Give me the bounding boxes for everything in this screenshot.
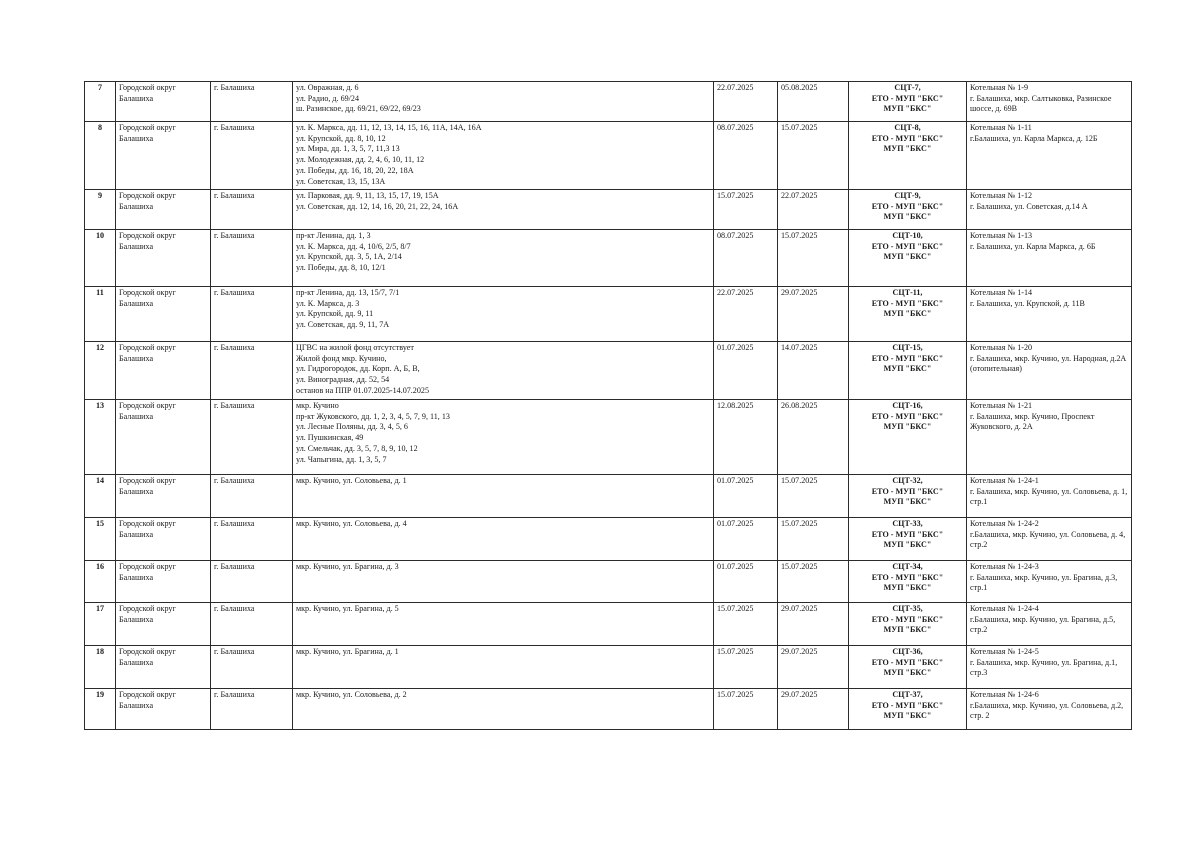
district-cell-line: Балашиха <box>119 241 154 251</box>
table-row <box>85 400 1132 475</box>
addresses-cell <box>293 82 714 122</box>
boiler-house-cell <box>967 342 1132 400</box>
city-cell-line: г. Балашиха <box>214 690 255 699</box>
table-row <box>85 287 1132 342</box>
end-date-cell <box>778 82 849 122</box>
table-row <box>85 82 1132 122</box>
end-date-cell <box>778 603 849 646</box>
organization-cell-line: СЦТ-9, <box>894 191 921 200</box>
organization-cell-line: МУП "БКС" <box>883 309 932 319</box>
district-cell <box>116 400 211 475</box>
organization-cell-line: МУП "БКС" <box>883 422 932 432</box>
organization-cell-line: МУП "БКС" <box>883 104 932 114</box>
end-date-cell-line: 26.08.2025 <box>781 401 818 410</box>
addresses-cell-line: Жилой фонд мкр. Кучино, <box>296 353 387 363</box>
organization-cell-line: МУП "БКС" <box>883 668 932 678</box>
table-row <box>85 230 1132 287</box>
organization-cell-line: ЕТО - МУП "БКС" <box>871 486 944 496</box>
boiler-house-cell-line: Котельная № 1-11 <box>970 123 1032 132</box>
organization-cell-line: СЦТ-8, <box>894 123 921 132</box>
boiler-house-cell-line: г. Балашиха, мкр. Кучино, ул. Соловьева, д. 1, стр.1 <box>970 486 1128 507</box>
district-cell-line: Балашиха <box>119 700 154 710</box>
boiler-house-cell-line: г.Балашиха, мкр. Кучино, ул. Брагина, д.5, стр.2 <box>970 614 1116 635</box>
city-cell <box>211 190 293 230</box>
addresses-cell <box>293 518 714 561</box>
district-cell <box>116 646 211 689</box>
addresses-cell <box>293 400 714 475</box>
city-cell <box>211 518 293 561</box>
organization-cell-line: СЦТ-33, <box>892 519 923 528</box>
end-date-cell <box>778 475 849 518</box>
city-cell-line: г. Балашиха <box>214 604 255 613</box>
start-date-cell-line: 15.07.2025 <box>717 604 754 613</box>
end-date-cell-line: 29.07.2025 <box>781 647 818 656</box>
end-date-cell-line: 15.07.2025 <box>781 476 818 485</box>
start-date-cell-line: 22.07.2025 <box>717 288 754 297</box>
addresses-cell-line: ул. Овражная, д. 6 <box>296 83 359 92</box>
start-date-cell-line: 12.08.2025 <box>717 401 754 410</box>
city-cell-line: г. Балашиха <box>214 191 255 200</box>
end-date-cell <box>778 190 849 230</box>
start-date-cell <box>714 230 778 287</box>
outage-schedule-table <box>84 81 1132 730</box>
boiler-house-cell <box>967 230 1132 287</box>
city-cell <box>211 122 293 190</box>
end-date-cell <box>778 689 849 730</box>
district-cell-line: Балашиха <box>119 657 154 667</box>
start-date-cell <box>714 561 778 603</box>
organization-cell-line: ЕТО - МУП "БКС" <box>871 700 944 710</box>
boiler-house-cell-line: г. Балашиха, мкр. Салтыковка, Разинское шоссе, д. 69В <box>970 93 1112 114</box>
boiler-house-cell <box>967 603 1132 646</box>
addresses-cell-line: пр-кт Жуковского, дд. 1, 2, 3, 4, 5, 7, 9, 11, 13 <box>296 411 450 421</box>
row-number <box>85 122 116 190</box>
boiler-house-cell-line: г. Балашиха, ул. Карла Маркса, д. 6Б <box>970 241 1096 251</box>
district-cell <box>116 122 211 190</box>
start-date-cell <box>714 122 778 190</box>
district-cell-line: Городской округ <box>119 604 176 613</box>
organization-cell-line: ЕТО - МУП "БКС" <box>871 201 944 211</box>
addresses-cell-line: ул. Радио, д. 69/24 <box>296 93 360 103</box>
organization-cell-line: СЦТ-36, <box>892 647 923 656</box>
boiler-house-cell-line: г. Балашиха, мкр. Кучино, ул. Народная, д.2А (отопительная) <box>970 353 1127 374</box>
addresses-cell-line: ул. Лесные Поляны, дд. 3, 4, 5, 6 <box>296 422 408 432</box>
row-number-line: 13 <box>95 401 105 410</box>
row-number-line: 18 <box>95 647 105 656</box>
row-number <box>85 646 116 689</box>
boiler-house-cell-line: Котельная № 1-20 <box>970 343 1033 352</box>
end-date-cell <box>778 518 849 561</box>
district-cell-line: Балашиха <box>119 93 154 103</box>
boiler-house-cell <box>967 689 1132 730</box>
organization-cell <box>849 689 967 730</box>
addresses-cell <box>293 689 714 730</box>
addresses-cell-line: пр-кт Ленина, дд. 13, 15/7, 7/1 <box>296 288 400 297</box>
start-date-cell <box>714 287 778 342</box>
addresses-cell-line: ул. К. Маркса, д. 3 <box>296 298 360 308</box>
end-date-cell <box>778 646 849 689</box>
boiler-house-cell <box>967 561 1132 603</box>
boiler-house-cell-line: Котельная № 1-12 <box>970 191 1033 200</box>
row-number-line: 16 <box>95 562 105 571</box>
end-date-cell <box>778 400 849 475</box>
start-date-cell-line: 15.07.2025 <box>717 647 754 656</box>
row-number <box>85 190 116 230</box>
addresses-cell <box>293 646 714 689</box>
city-cell-line: г. Балашиха <box>214 562 255 571</box>
end-date-cell-line: 29.07.2025 <box>781 604 818 613</box>
organization-cell-line: ЕТО - МУП "БКС" <box>871 529 944 539</box>
boiler-house-cell-line: г. Балашиха, мкр. Кучино, ул. Брагина, д.1, стр.3 <box>970 657 1118 678</box>
addresses-cell-line: ул. Крупской, дд. 9, 11 <box>296 309 374 319</box>
row-number-line: 17 <box>95 604 105 613</box>
city-cell <box>211 342 293 400</box>
district-cell-line: Балашиха <box>119 529 154 539</box>
district-cell <box>116 518 211 561</box>
table-row <box>85 603 1132 646</box>
start-date-cell-line: 15.07.2025 <box>717 191 754 200</box>
end-date-cell <box>778 561 849 603</box>
end-date-cell-line: 15.07.2025 <box>781 519 818 528</box>
district-cell <box>116 603 211 646</box>
table-row <box>85 190 1132 230</box>
city-cell <box>211 230 293 287</box>
city-cell-line: г. Балашиха <box>214 401 255 410</box>
addresses-cell-line: мкр. Кучино, ул. Брагина, д. 5 <box>296 604 399 613</box>
organization-cell-line: ЕТО - МУП "БКС" <box>871 411 944 421</box>
district-cell-line: Городской округ <box>119 519 176 528</box>
district-cell-line: Городской округ <box>119 476 176 485</box>
table-body <box>85 82 1132 730</box>
organization-cell <box>849 122 967 190</box>
addresses-cell <box>293 122 714 190</box>
city-cell <box>211 475 293 518</box>
boiler-house-cell-line: Котельная № 1-24-2 <box>970 519 1039 528</box>
addresses-cell-line: ул. К. Маркса, дд. 11, 12, 13, 14, 15, 16, 11А, 14А, 16А <box>296 123 482 132</box>
start-date-cell <box>714 82 778 122</box>
organization-cell-line: ЕТО - МУП "БКС" <box>871 657 944 667</box>
start-date-cell-line: 01.07.2025 <box>717 562 754 571</box>
addresses-cell-line: ЦГВС на жилой фонд отсутствует <box>296 343 414 352</box>
table-row <box>85 342 1132 400</box>
addresses-cell-line: ул. Советская, дд. 9, 11, 7А <box>296 320 390 330</box>
city-cell-line: г. Балашиха <box>214 647 255 656</box>
organization-cell-line: МУП "БКС" <box>883 497 932 507</box>
city-cell <box>211 646 293 689</box>
row-number-line: 11 <box>96 288 104 297</box>
start-date-cell-line: 15.07.2025 <box>717 690 754 699</box>
district-cell-line: Балашиха <box>119 201 154 211</box>
city-cell-line: г. Балашиха <box>214 83 255 92</box>
addresses-cell-line: ул. Парковая, дд. 9, 11, 13, 15, 17, 19, 15А <box>296 191 439 200</box>
boiler-house-cell-line: г. Балашиха, ул. Советская, д.14 А <box>970 201 1088 211</box>
district-cell <box>116 689 211 730</box>
organization-cell-line: СЦТ-35, <box>892 604 923 613</box>
organization-cell <box>849 646 967 689</box>
district-cell-line: Балашиха <box>119 614 154 624</box>
addresses-cell-line: ул. Молодежная, дд. 2, 4, 6, 10, 11, 12 <box>296 155 425 165</box>
city-cell-line: г. Балашиха <box>214 519 255 528</box>
boiler-house-cell-line: г.Балашиха, мкр. Кучино, ул. Соловьева, д.2, стр. 2 <box>970 700 1124 721</box>
city-cell <box>211 82 293 122</box>
boiler-house-cell <box>967 82 1132 122</box>
city-cell <box>211 287 293 342</box>
organization-cell-line: ЕТО - МУП "БКС" <box>871 298 944 308</box>
addresses-cell-line: мкр. Кучино, ул. Соловьева, д. 2 <box>296 690 407 699</box>
row-number-line: 8 <box>97 123 103 132</box>
addresses-cell-line: мкр. Кучино, ул. Соловьева, д. 1 <box>296 476 407 485</box>
addresses-cell <box>293 230 714 287</box>
organization-cell-line: СЦТ-15, <box>892 343 923 352</box>
addresses-cell-line: ул. Пушкинская, 49 <box>296 433 364 443</box>
organization-cell-line: СЦТ-10, <box>892 231 923 240</box>
boiler-house-cell-line: г. Балашиха, мкр. Кучино, Проспект Жуковского, д. 2А <box>970 411 1095 432</box>
district-cell-line: Городской округ <box>119 191 176 200</box>
organization-cell-line: МУП "БКС" <box>883 711 932 721</box>
organization-cell-line: СЦТ-16, <box>892 401 923 410</box>
organization-cell-line: ЕТО - МУП "БКС" <box>871 133 944 143</box>
addresses-cell-line: ул. Крупской, дд. 3, 5, 1А, 2/14 <box>296 252 402 262</box>
district-cell-line: Городской округ <box>119 401 176 410</box>
boiler-house-cell-line: Котельная № 1-21 <box>970 401 1033 410</box>
organization-cell-line: СЦТ-32, <box>892 476 923 485</box>
organization-cell-line: МУП "БКС" <box>883 252 932 262</box>
addresses-cell <box>293 475 714 518</box>
end-date-cell <box>778 287 849 342</box>
city-cell <box>211 689 293 730</box>
city-cell-line: г. Балашиха <box>214 476 255 485</box>
district-cell-line: Балашиха <box>119 572 154 582</box>
addresses-cell-line: мкр. Кучино <box>296 401 339 410</box>
boiler-house-cell-line: Котельная № 1-13 <box>970 231 1033 240</box>
district-cell-line: Городской округ <box>119 343 176 352</box>
district-cell <box>116 230 211 287</box>
start-date-cell-line: 08.07.2025 <box>717 231 754 240</box>
table-row <box>85 646 1132 689</box>
district-cell-line: Балашиха <box>119 411 154 421</box>
end-date-cell <box>778 230 849 287</box>
district-cell-line: Городской округ <box>119 690 176 699</box>
district-cell <box>116 342 211 400</box>
addresses-cell-line: ул. Советская, 13, 15, 13А <box>296 176 386 186</box>
organization-cell <box>849 190 967 230</box>
start-date-cell <box>714 689 778 730</box>
table-row <box>85 689 1132 730</box>
row-number-line: 9 <box>97 191 103 200</box>
table-row <box>85 561 1132 603</box>
city-cell <box>211 400 293 475</box>
organization-cell-line: МУП "БКС" <box>883 364 932 374</box>
organization-cell-line: ЕТО - МУП "БКС" <box>871 93 944 103</box>
addresses-cell-line: ул. Мира, дд. 1, 3, 5, 7, 11,3 13 <box>296 144 400 154</box>
city-cell-line: г. Балашиха <box>214 231 255 240</box>
row-number <box>85 561 116 603</box>
start-date-cell <box>714 342 778 400</box>
organization-cell <box>849 400 967 475</box>
district-cell-line: Городской округ <box>119 647 176 656</box>
district-cell-line: Балашиха <box>119 133 154 143</box>
row-number-line: 10 <box>95 231 105 240</box>
addresses-cell-line: ул. Гидрогородок, дд. Корп. А, Б, В, <box>296 364 420 374</box>
district-cell-line: Балашиха <box>119 353 154 363</box>
start-date-cell <box>714 518 778 561</box>
row-number <box>85 400 116 475</box>
organization-cell-line: ЕТО - МУП "БКС" <box>871 353 944 363</box>
addresses-cell-line: ул. Виноградная, дд. 52, 54 <box>296 375 390 385</box>
district-cell-line: Городской округ <box>119 123 176 132</box>
addresses-cell-line: ул. Чапыгина, дд. 1, 3, 5, 7 <box>296 454 387 464</box>
boiler-house-cell <box>967 475 1132 518</box>
addresses-cell <box>293 342 714 400</box>
end-date-cell-line: 22.07.2025 <box>781 191 818 200</box>
organization-cell <box>849 475 967 518</box>
district-cell <box>116 561 211 603</box>
city-cell-line: г. Балашиха <box>214 123 255 132</box>
end-date-cell-line: 14.07.2025 <box>781 343 818 352</box>
row-number <box>85 689 116 730</box>
addresses-cell <box>293 190 714 230</box>
boiler-house-cell-line: г. Балашиха, ул. Крупской, д. 11В <box>970 298 1085 308</box>
district-cell <box>116 287 211 342</box>
row-number-line: 7 <box>97 83 103 92</box>
table-row <box>85 122 1132 190</box>
organization-cell-line: ЕТО - МУП "БКС" <box>871 614 944 624</box>
addresses-cell-line: ул. Крупской, дд. 8, 10, 12 <box>296 133 386 143</box>
boiler-house-cell <box>967 287 1132 342</box>
addresses-cell-line: ш. Разинское, дд. 69/21, 69/22, 69/23 <box>296 104 421 114</box>
organization-cell-line: СЦТ-11, <box>892 288 923 297</box>
organization-cell-line: СЦТ-7, <box>894 83 921 92</box>
start-date-cell <box>714 475 778 518</box>
start-date-cell-line: 01.07.2025 <box>717 343 754 352</box>
row-number-line: 19 <box>95 690 105 699</box>
addresses-cell-line: пр-кт Ленина, дд. 1, 3 <box>296 231 371 240</box>
start-date-cell <box>714 400 778 475</box>
organization-cell-line: МУП "БКС" <box>883 144 932 154</box>
end-date-cell-line: 29.07.2025 <box>781 690 818 699</box>
addresses-cell-line: ул. Победы, дд. 16, 18, 20, 22, 18А <box>296 165 414 175</box>
city-cell <box>211 603 293 646</box>
city-cell <box>211 561 293 603</box>
boiler-house-cell-line: Котельная № 1-14 <box>970 288 1033 297</box>
start-date-cell <box>714 646 778 689</box>
organization-cell-line: МУП "БКС" <box>883 212 932 222</box>
boiler-house-cell <box>967 518 1132 561</box>
end-date-cell <box>778 342 849 400</box>
organization-cell-line: ЕТО - МУП "БКС" <box>871 241 944 251</box>
city-cell-line: г. Балашиха <box>214 343 255 352</box>
end-date-cell-line: 15.07.2025 <box>781 231 818 240</box>
row-number <box>85 287 116 342</box>
addresses-cell-line: ул. Советская, дд. 12, 14, 16, 20, 21, 22, 24, 16А <box>296 201 459 211</box>
boiler-house-cell <box>967 400 1132 475</box>
district-cell <box>116 475 211 518</box>
addresses-cell-line: останов на ППР 01.07.2025-14.07.2025 <box>296 385 429 395</box>
boiler-house-cell <box>967 122 1132 190</box>
row-number <box>85 342 116 400</box>
addresses-cell-line: ул. Победы, дд. 8, 10, 12/1 <box>296 263 386 273</box>
organization-cell <box>849 82 967 122</box>
row-number <box>85 82 116 122</box>
boiler-house-cell <box>967 646 1132 689</box>
addresses-cell-line: ул. К. Маркса, дд. 4, 10/6, 2/5, 8/7 <box>296 241 411 251</box>
boiler-house-cell-line: Котельная № 1-24-3 <box>970 562 1039 571</box>
district-cell-line: Городской округ <box>119 83 176 92</box>
end-date-cell-line: 29.07.2025 <box>781 288 818 297</box>
start-date-cell-line: 22.07.2025 <box>717 83 754 92</box>
addresses-cell-line: мкр. Кучино, ул. Брагина, д. 3 <box>296 562 399 571</box>
row-number <box>85 230 116 287</box>
row-number-line: 15 <box>95 519 105 528</box>
addresses-cell <box>293 603 714 646</box>
boiler-house-cell <box>967 190 1132 230</box>
boiler-house-cell-line: г. Балашиха, мкр. Кучино, ул. Брагина, д.3, стр.1 <box>970 572 1118 593</box>
row-number <box>85 518 116 561</box>
start-date-cell <box>714 190 778 230</box>
start-date-cell-line: 08.07.2025 <box>717 123 754 132</box>
boiler-house-cell-line: Котельная № 1-9 <box>970 83 1028 92</box>
addresses-cell <box>293 561 714 603</box>
organization-cell <box>849 561 967 603</box>
district-cell-line: Городской округ <box>119 231 176 240</box>
organization-cell <box>849 603 967 646</box>
district-cell-line: Городской округ <box>119 288 176 297</box>
boiler-house-cell-line: Котельная № 1-24-1 <box>970 476 1039 485</box>
boiler-house-cell-line: г.Балашиха, мкр. Кучино, ул. Соловьева, д. 4, стр.2 <box>970 529 1126 550</box>
organization-cell <box>849 342 967 400</box>
boiler-house-cell-line: г.Балашиха, ул. Карла Маркса, д. 12Б <box>970 133 1098 143</box>
organization-cell-line: СЦТ-37, <box>892 690 923 699</box>
addresses-cell <box>293 287 714 342</box>
addresses-cell-line: ул. Смельчак, дд. 3, 5, 7, 8, 9, 10, 12 <box>296 443 418 453</box>
end-date-cell-line: 15.07.2025 <box>781 562 818 571</box>
row-number-line: 12 <box>95 343 105 352</box>
city-cell-line: г. Балашиха <box>214 288 255 297</box>
boiler-house-cell-line: Котельная № 1-24-6 <box>970 690 1039 699</box>
table-row <box>85 475 1132 518</box>
addresses-cell-line: мкр. Кучино, ул. Соловьева, д. 4 <box>296 519 407 528</box>
end-date-cell-line: 15.07.2025 <box>781 123 818 132</box>
organization-cell-line: ЕТО - МУП "БКС" <box>871 572 944 582</box>
end-date-cell <box>778 122 849 190</box>
district-cell-line: Балашиха <box>119 486 154 496</box>
organization-cell-line: МУП "БКС" <box>883 583 932 593</box>
organization-cell-line: МУП "БКС" <box>883 625 932 635</box>
start-date-cell-line: 01.07.2025 <box>717 476 754 485</box>
organization-cell <box>849 287 967 342</box>
district-cell-line: Балашиха <box>119 298 154 308</box>
row-number <box>85 603 116 646</box>
end-date-cell-line: 05.08.2025 <box>781 83 818 92</box>
district-cell <box>116 82 211 122</box>
organization-cell <box>849 518 967 561</box>
district-cell <box>116 190 211 230</box>
district-cell-line: Городской округ <box>119 562 176 571</box>
start-date-cell <box>714 603 778 646</box>
boiler-house-cell-line: Котельная № 1-24-5 <box>970 647 1039 656</box>
addresses-cell-line: мкр. Кучино, ул. Брагина, д. 1 <box>296 647 399 656</box>
organization-cell <box>849 230 967 287</box>
row-number-line: 14 <box>95 476 105 485</box>
organization-cell-line: МУП "БКС" <box>883 540 932 550</box>
boiler-house-cell-line: Котельная № 1-24-4 <box>970 604 1039 613</box>
organization-cell-line: СЦТ-34, <box>892 562 923 571</box>
row-number <box>85 475 116 518</box>
start-date-cell-line: 01.07.2025 <box>717 519 754 528</box>
table-row <box>85 518 1132 561</box>
